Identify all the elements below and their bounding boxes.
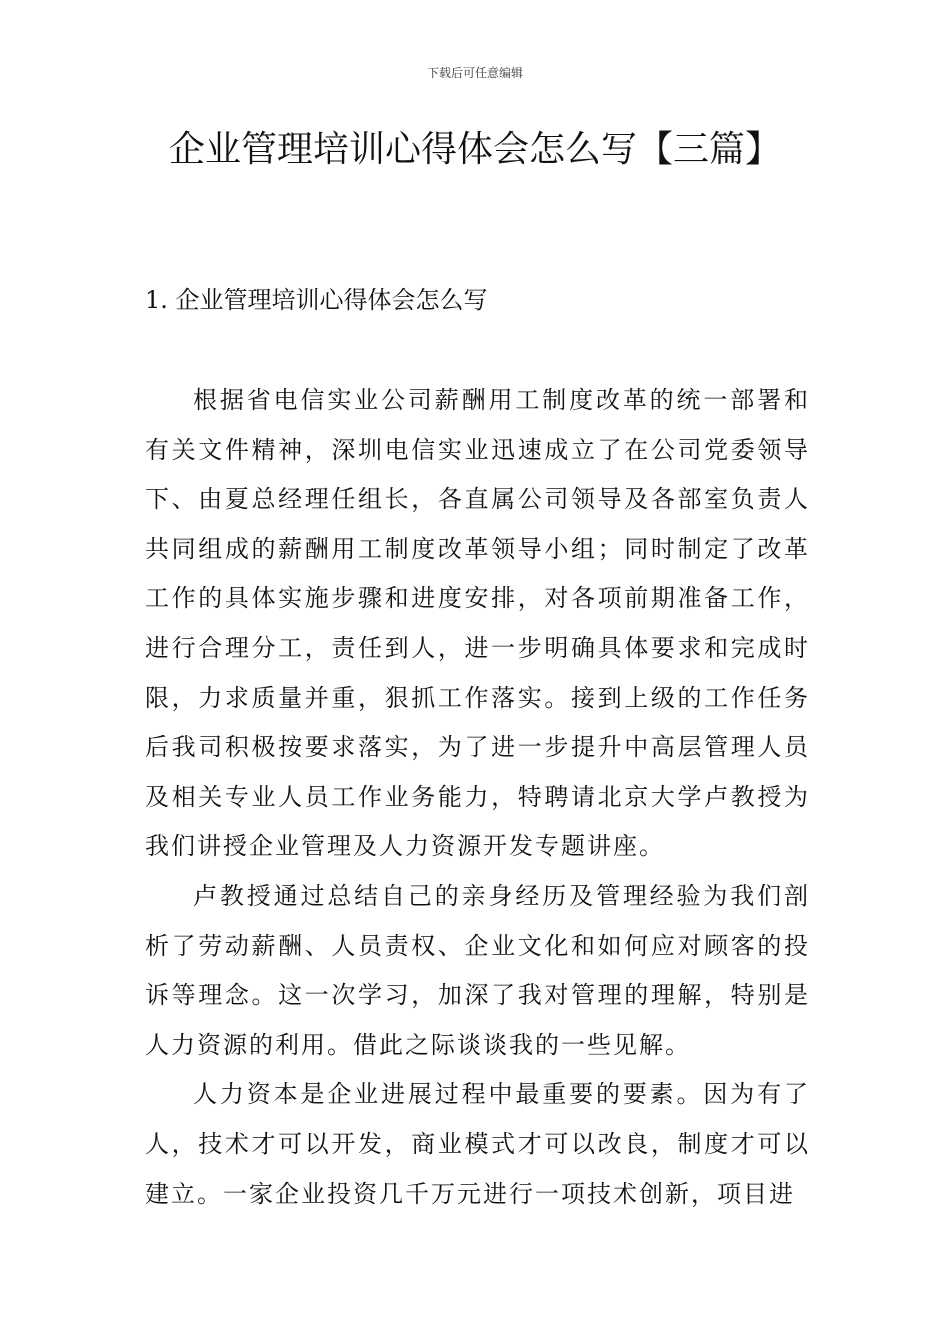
document-title: 企业管理培训心得体会怎么写【三篇】 (168, 129, 781, 170)
section-heading: 1. 企业管理培训心得体会怎么写 (145, 286, 488, 314)
body-text (145, 376, 810, 1219)
paragraph-3: 人力资本是企业进展过程中最重要的要素。因为有了人，技术才可以开发，商业模式才可以改良，制度才可以建立。一家企业投资几千万元进行一项技术创新，项目进 (145, 1080, 810, 1208)
paragraph-2: 卢教授通过总结自己的亲身经历及管理经验为我们剖析了劳动薪酬、人员责权、企业文化和如何应对顾客的投诉等理念。这一次学习，加深了我对管理的理解，特别是人力资源的利用。借此之际谈谈我的一些见解。 (145, 881, 810, 1059)
paragraph-1: 根据省电信实业公司薪酬用工制度改革的统一部署和有关文件精神，深圳电信实业迅速成立了在公司党委领导下、由夏总经理任组长，各直属公司领导及各部室负责人共同组成的薪酬用工制度改革领导小组；同时制定了改革工作的具体实施步骤和进度安排，对各项前期准备工作，进行合理分工，责任到人，进一步明确具体要求和完成时限，力求质量并重，狠抓工作落实。接到上级的工作任务后我司积极按要求落实，为了进一步提升中高层管理人员及相关专业人员工作业务能力，特聘请北京大学卢教授为我们讲授企业管理及人力资源开发专题讲座。 (145, 386, 810, 861)
header-note: 下载后可任意编辑 (426, 66, 523, 80)
